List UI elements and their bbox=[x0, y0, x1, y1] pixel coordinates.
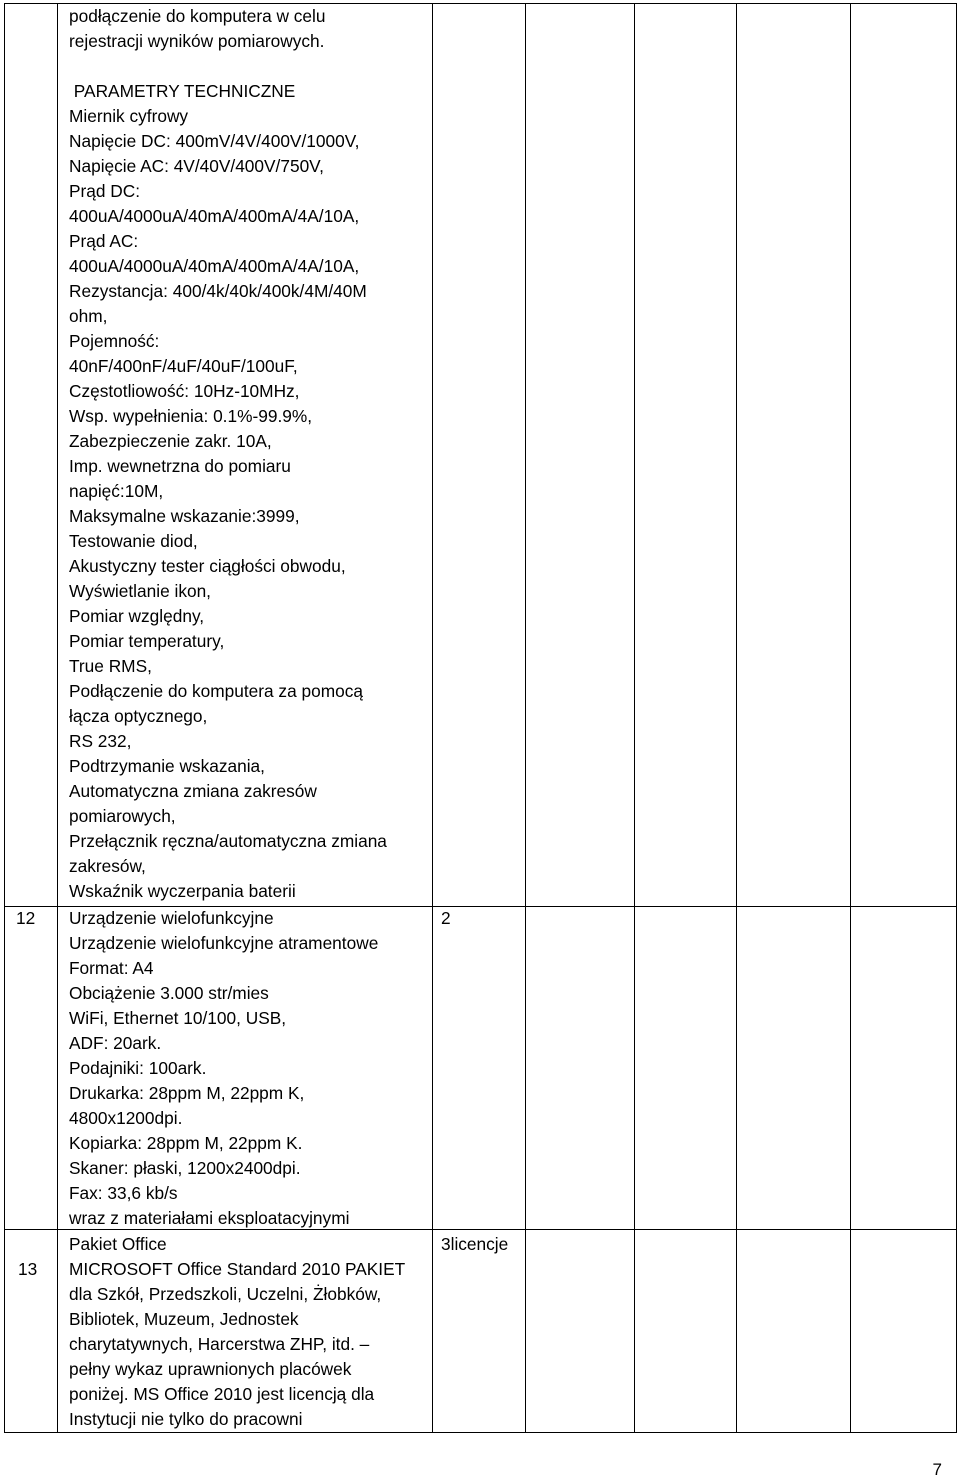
description-line: Skaner: płaski, 1200x2400dpi. bbox=[69, 1158, 301, 1178]
description-line: łącza optycznego, bbox=[69, 706, 208, 726]
row-description bbox=[69, 4, 387, 904]
grid-line bbox=[4, 3, 5, 1433]
description-line: Drukarka: 28ppm M, 22ppm K, bbox=[69, 1083, 305, 1103]
description-line: ADF: 20ark. bbox=[69, 1033, 162, 1053]
grid-line bbox=[634, 3, 635, 1433]
grid-line bbox=[4, 1432, 957, 1433]
description-line: Kopiarka: 28ppm M, 22ppm K. bbox=[69, 1133, 303, 1153]
description-line: rejestracji wyników pomiarowych. bbox=[69, 31, 325, 51]
description-line: Częstotliowość: 10Hz-10MHz, bbox=[69, 381, 300, 401]
description-line: Fax: 33,6 kb/s bbox=[69, 1183, 178, 1203]
description-line: Wsp. wypełnienia: 0.1%-99.9%, bbox=[69, 406, 313, 426]
description-line: Podtrzymanie wskazania, bbox=[69, 756, 265, 776]
description-line: wraz z materiałami eksploatacyjnymi bbox=[69, 1208, 350, 1228]
description-line: Prąd DC: bbox=[69, 181, 141, 201]
description-line: Przełącznik ręczna/automatyczna zmiana bbox=[69, 831, 387, 851]
description-line: Miernik cyfrowy bbox=[69, 106, 189, 126]
page-number: 7 bbox=[932, 1460, 942, 1479]
description-line: Pojemność: bbox=[69, 331, 160, 351]
description-line: Obciążenie 3.000 str/mies bbox=[69, 983, 269, 1003]
description-line: 400uA/4000uA/40mA/400mA/4A/10A, bbox=[69, 206, 360, 226]
description-line: pomiarowych, bbox=[69, 806, 176, 826]
description-line: Akustyczny tester ciągłości obwodu, bbox=[69, 556, 346, 576]
description-line: Wyświetlanie ikon, bbox=[69, 581, 211, 601]
description-line: Pomiar względny, bbox=[69, 606, 205, 626]
description-line: 4800x1200dpi. bbox=[69, 1108, 183, 1128]
description-line: charytatywnych, Harcerstwa ZHP, itd. – bbox=[69, 1334, 370, 1354]
description-line: PARAMETRY TECHNICZNE bbox=[69, 81, 296, 101]
description-line: Wskaźnik wyczerpania baterii bbox=[69, 881, 296, 901]
grid-line bbox=[850, 3, 851, 1433]
row-description bbox=[69, 1232, 405, 1432]
description-line: 40nF/400nF/4uF/40uF/100uF, bbox=[69, 356, 298, 376]
description-line: Pakiet Office bbox=[69, 1234, 167, 1254]
description-line: Podłączenie do komputera za pomocą bbox=[69, 681, 363, 701]
description-line: Rezystancja: 400/4k/40k/400k/4M/40M bbox=[69, 281, 367, 301]
grid-line bbox=[736, 3, 737, 1433]
grid-line bbox=[956, 3, 957, 1433]
description-line: napięć:10M, bbox=[69, 481, 164, 501]
description-line: Maksymalne wskazanie:3999, bbox=[69, 506, 300, 526]
description-line bbox=[69, 54, 387, 79]
description-line: Napięcie AC: 4V/40V/400V/750V, bbox=[69, 156, 324, 176]
description-line: pełny wykaz uprawnionych placówek bbox=[69, 1359, 352, 1379]
grid-line bbox=[525, 3, 526, 1433]
description-line: zakresów, bbox=[69, 856, 146, 876]
description-line: MICROSOFT Office Standard 2010 PAKIET bbox=[69, 1259, 406, 1279]
row-quantity: 3licencje bbox=[441, 1234, 509, 1254]
description-line: ohm, bbox=[69, 306, 108, 326]
description-line: Instytucji nie tylko do pracowni bbox=[69, 1409, 303, 1429]
row-number: 13 bbox=[18, 1259, 38, 1279]
row-number: 12 bbox=[16, 908, 36, 928]
description-line: Podajniki: 100ark. bbox=[69, 1058, 207, 1078]
description-line: Napięcie DC: 400mV/4V/400V/1000V, bbox=[69, 131, 360, 151]
description-line: WiFi, Ethernet 10/100, USB, bbox=[69, 1008, 287, 1028]
description-line: poniżej. MS Office 2010 jest licencją dla bbox=[69, 1384, 375, 1404]
description-line: Testowanie diod, bbox=[69, 531, 198, 551]
specification-table bbox=[4, 3, 957, 1433]
row-quantity: 2 bbox=[441, 908, 451, 928]
grid-line bbox=[432, 3, 433, 1433]
description-line: Prąd AC: bbox=[69, 231, 139, 251]
description-line: Imp. wewnetrzna do pomiaru bbox=[69, 456, 291, 476]
description-line: Format: A4 bbox=[69, 958, 154, 978]
grid-line bbox=[57, 3, 58, 1433]
description-line: Urządzenie wielofunkcyjne atramentowe bbox=[69, 933, 379, 953]
description-line: RS 232, bbox=[69, 731, 132, 751]
row-description bbox=[69, 906, 378, 1231]
description-line: Pomiar temperatury, bbox=[69, 631, 225, 651]
description-line: 400uA/4000uA/40mA/400mA/4A/10A, bbox=[69, 256, 360, 276]
description-line: Urządzenie wielofunkcyjne bbox=[69, 908, 274, 928]
description-line: Zabezpieczenie zakr. 10A, bbox=[69, 431, 272, 451]
description-line: Bibliotek, Muzeum, Jednostek bbox=[69, 1309, 299, 1329]
description-line: True RMS, bbox=[69, 656, 152, 676]
description-line: Automatyczna zmiana zakresów bbox=[69, 781, 317, 801]
description-line: podłączenie do komputera w celu bbox=[69, 6, 326, 26]
description-line: dla Szkół, Przedszkoli, Uczelni, Żłobków, bbox=[69, 1284, 382, 1304]
